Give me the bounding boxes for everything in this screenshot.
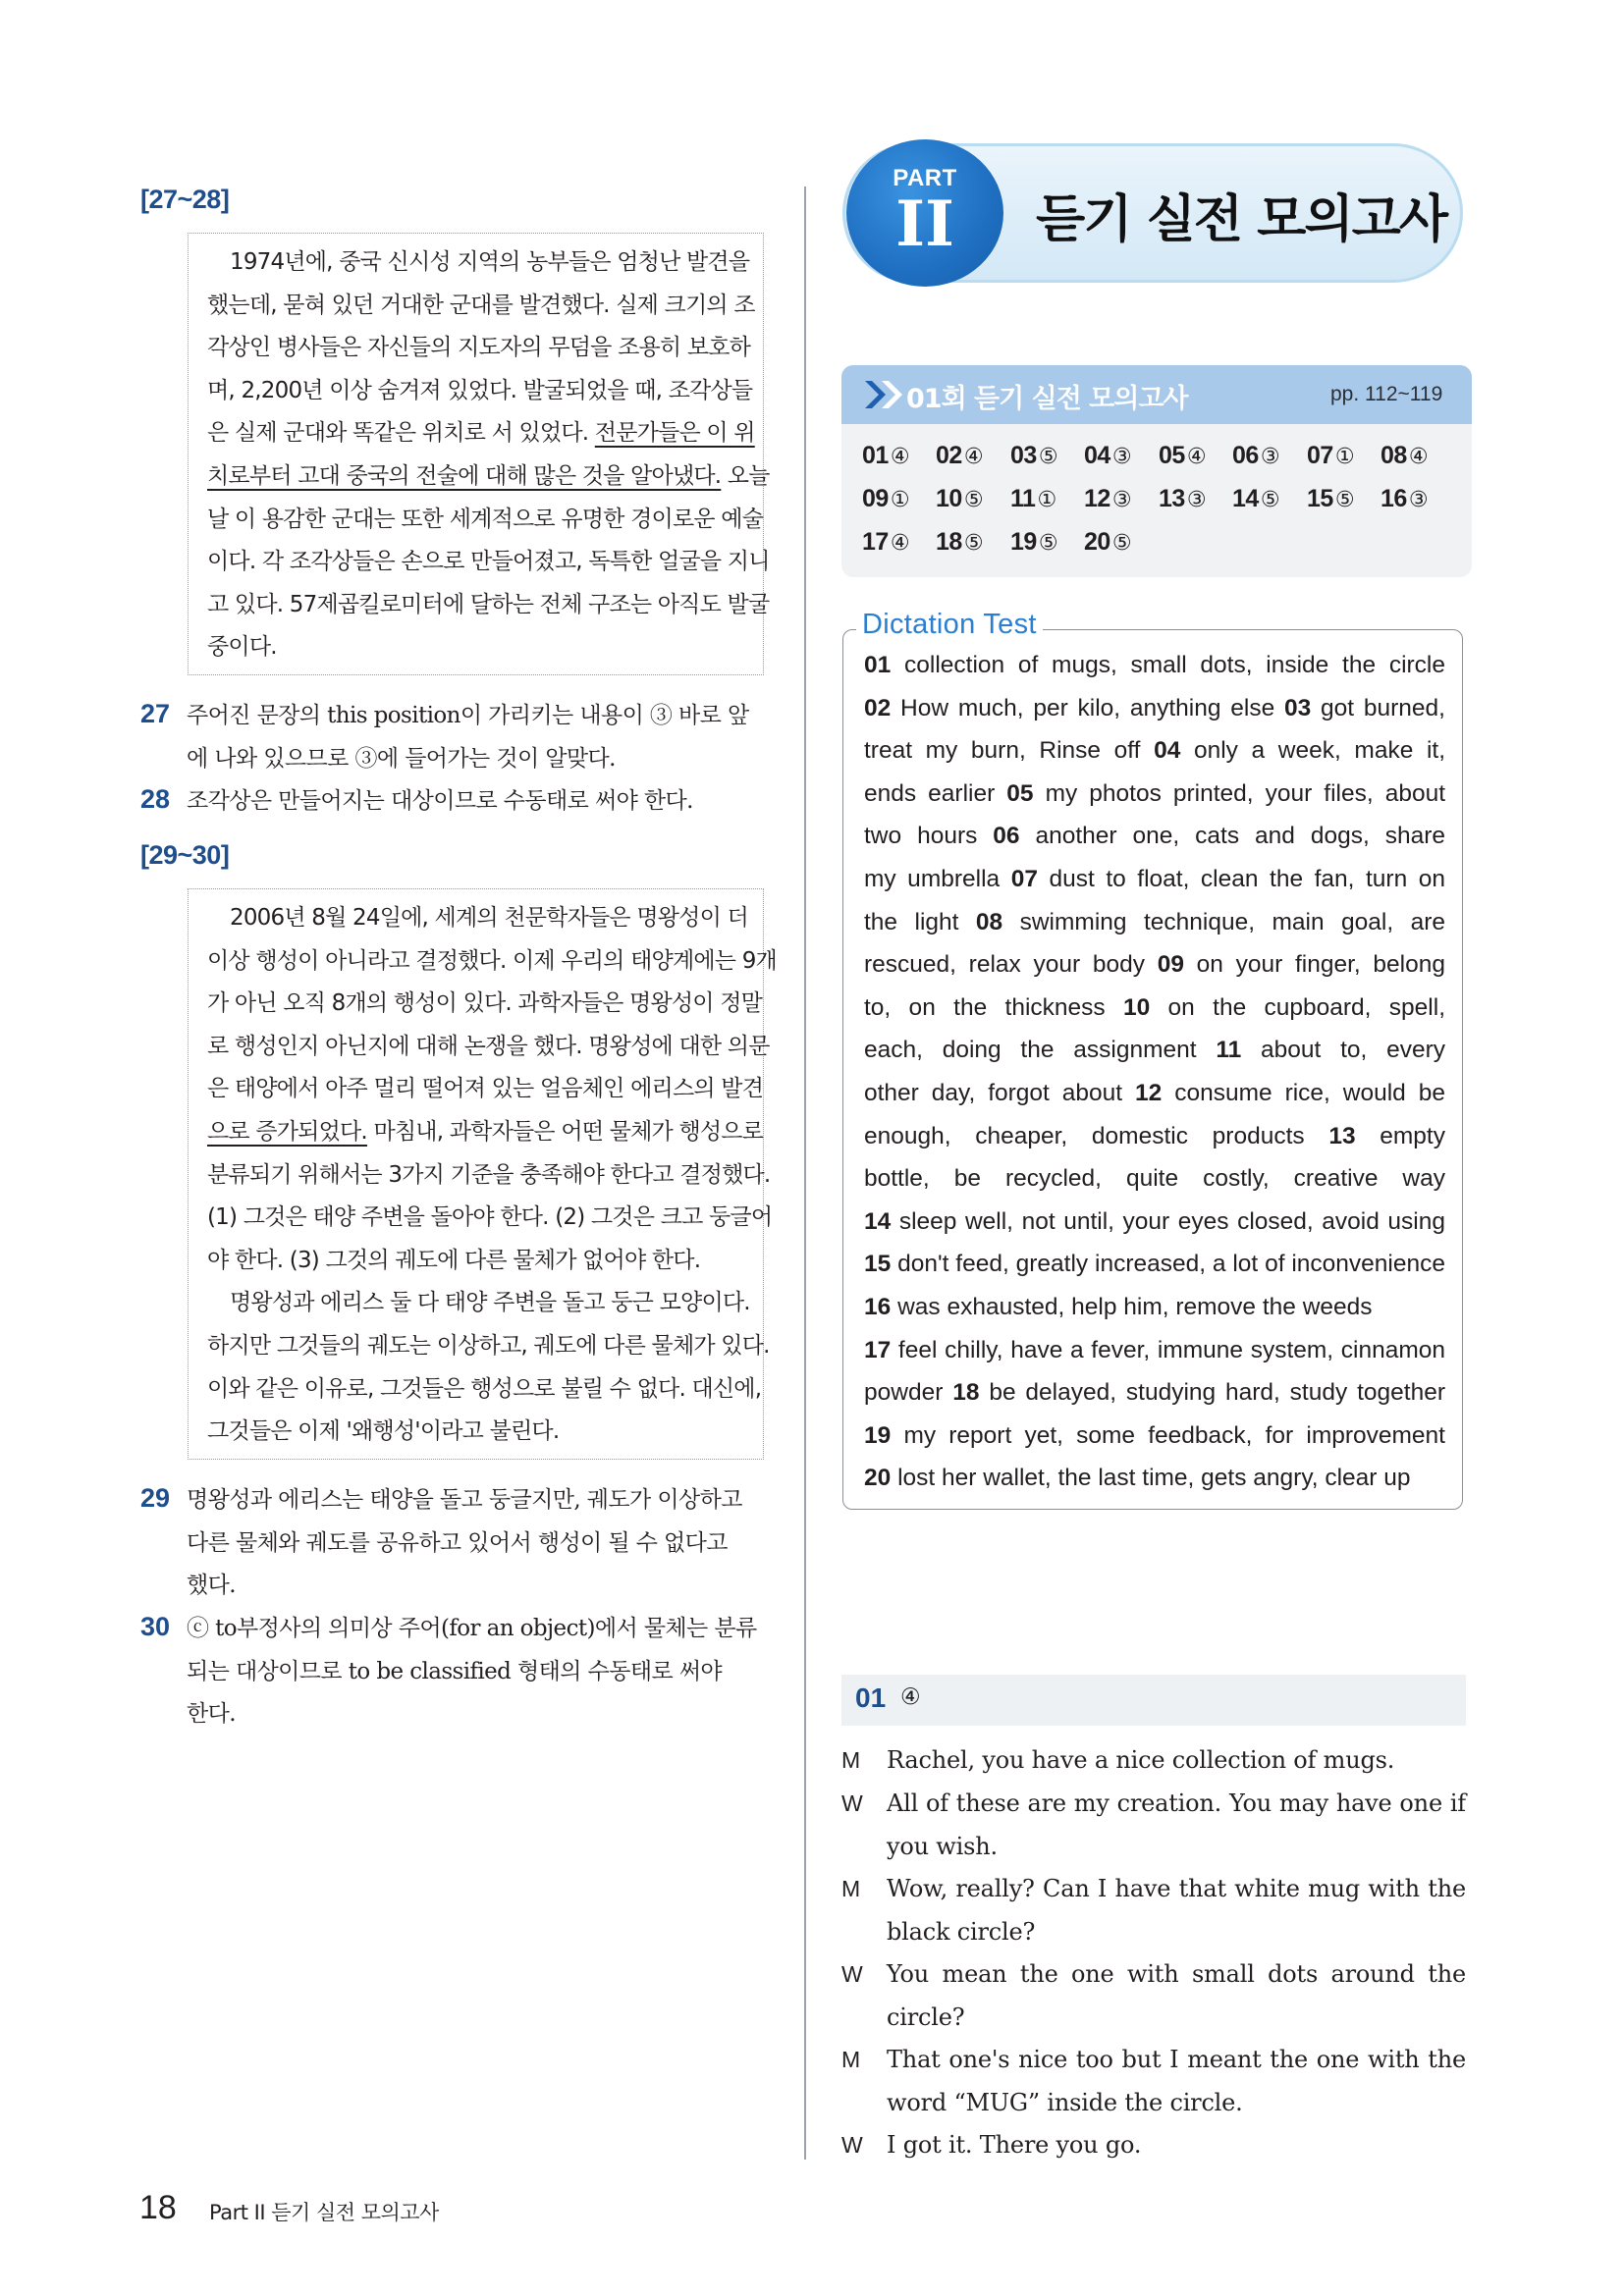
answer-number: 20 bbox=[1084, 528, 1110, 556]
answer-choice: ④ bbox=[890, 531, 910, 556]
passage-line bbox=[207, 412, 755, 455]
underlined-text: 으로 증가되었다. bbox=[207, 1118, 367, 1145]
dictation-line bbox=[864, 1157, 1445, 1201]
dictation-line bbox=[864, 943, 1445, 987]
answer-number: 12 bbox=[1084, 485, 1110, 512]
answer-choice: ⑤ bbox=[1038, 531, 1058, 556]
passage-text: 중이다. bbox=[207, 634, 277, 661]
answer-item bbox=[1084, 442, 1131, 470]
passage-line bbox=[207, 541, 770, 584]
explanation-line: 에 나와 있으므로 ③에 들어가는 것이 알맞다. bbox=[187, 745, 616, 772]
dictation-number: 08 bbox=[975, 908, 1003, 935]
speaker-label: M bbox=[841, 1876, 861, 1901]
answer-number: 16 bbox=[1380, 485, 1407, 512]
passage-line bbox=[207, 1411, 745, 1454]
dictation-line bbox=[864, 987, 1445, 1030]
dictation-number: 14 bbox=[864, 1207, 892, 1235]
page-number: 18 bbox=[139, 2189, 177, 2226]
answer-number: 14 bbox=[1232, 485, 1259, 512]
dictation-label: Dictation Test bbox=[856, 609, 1043, 641]
passage-text: 은 실제 군대와 똑같은 위치로 서 있었다. bbox=[207, 420, 595, 447]
passage-text: (1) 그것은 태양 주변을 돌아야 한다. (2) 그것은 크고 둥글어 bbox=[207, 1204, 773, 1231]
answer-item bbox=[1084, 528, 1131, 557]
answer-choice: ④ bbox=[890, 445, 910, 469]
dictation-line bbox=[864, 687, 1445, 730]
answer-number: 01 bbox=[862, 442, 889, 469]
dictation-number: 04 bbox=[1154, 737, 1181, 765]
dictation-number: 03 bbox=[1284, 694, 1312, 721]
question-number-28: 28 bbox=[140, 784, 171, 814]
dictation-line bbox=[864, 1457, 1445, 1500]
dictation-words: rescued, relax your body bbox=[864, 951, 1158, 979]
dictation-number: 19 bbox=[864, 1421, 892, 1449]
explanation-line: 조각상은 만들어지는 대상이므로 수동태로 써야 한다. bbox=[187, 788, 693, 814]
passage-text: 며, 2,200년 이상 숨겨져 있었다. 발굴되었을 때, 조각상들 bbox=[207, 377, 753, 403]
passage-line bbox=[207, 940, 777, 984]
passage-text: 분류되기 위해서는 3가지 기준을 충족해야 한다고 결정했다. bbox=[207, 1161, 771, 1188]
answer-number: 07 bbox=[1307, 442, 1333, 469]
passage-text: 2006년 8월 24일에, 세계의 천문학자들은 명왕성이 더 bbox=[230, 905, 748, 931]
answer-number: 04 bbox=[1084, 442, 1110, 469]
answer-number: 17 bbox=[862, 528, 889, 556]
passage-line bbox=[207, 1325, 770, 1368]
dictation-number: 02 bbox=[864, 694, 892, 721]
section-label-29-30: [29~30] bbox=[140, 840, 230, 870]
question-number-27: 27 bbox=[140, 699, 171, 728]
dictation-words: ends earlier bbox=[864, 779, 1007, 807]
answer-item bbox=[1159, 485, 1206, 513]
answer-item bbox=[1380, 485, 1428, 513]
dictation-line bbox=[864, 1072, 1445, 1115]
passage-line bbox=[207, 241, 750, 285]
answer-key-title: 01회 듣기 실전 모의고사 bbox=[906, 384, 1188, 414]
dictation-words: my report yet, some feedback, for improvement bbox=[891, 1421, 1445, 1449]
passage-text: 1974년에, 중국 신시성 지역의 농부들은 엄청난 발견을 bbox=[230, 249, 750, 275]
passage-line bbox=[207, 1197, 773, 1240]
answer-number: 13 bbox=[1159, 485, 1185, 512]
dictation-number: 12 bbox=[1135, 1079, 1163, 1106]
answer-choice: ③ bbox=[1186, 488, 1207, 512]
passage-text: 이상 행성이 아니라고 결정했다. 이제 우리의 태양계에는 9개 bbox=[207, 947, 777, 974]
column-divider bbox=[804, 187, 806, 2160]
dictation-words: sleep well, not until, your eyes closed, avoid using bbox=[891, 1207, 1445, 1235]
passage-line bbox=[207, 499, 764, 542]
dialogue-line: Rachel, you have a nice collection of mugs. bbox=[887, 1746, 1395, 1774]
answer-number: 03 bbox=[1010, 442, 1037, 469]
passage-line bbox=[207, 897, 748, 940]
dictation-line bbox=[864, 644, 1445, 687]
dictation-words: other day, forgot about bbox=[864, 1079, 1136, 1106]
dialogue-line: That one's nice too but I meant the one with the word “MUG” inside the circle. bbox=[887, 2046, 1466, 2116]
explanation-line: ⓒ to부정사의 의미상 주어(for an object)에서 물체는 분류 bbox=[187, 1616, 757, 1641]
answer-choice: ① bbox=[1037, 488, 1056, 512]
double-chevron-icon bbox=[862, 377, 905, 412]
passage-line bbox=[207, 1282, 750, 1325]
dictation-number: 11 bbox=[1216, 1037, 1242, 1064]
dictation-line bbox=[864, 1371, 1445, 1415]
dictation-line bbox=[864, 901, 1445, 944]
passage-text: 로 행성인지 아닌지에 대해 논쟁을 했다. 명왕성에 대한 의문 bbox=[207, 1033, 770, 1059]
underlined-text: 치로부터 고대 중국의 전술에 대해 많은 것을 알아냈다. bbox=[207, 462, 722, 489]
dialogue-line: Wow, really? Can I have that white mug with the black circle? bbox=[887, 1875, 1466, 1946]
dictation-words: was exhausted, help him, remove the weeds bbox=[891, 1293, 1373, 1320]
explanation-line: 한다. bbox=[187, 1701, 236, 1728]
passage-line bbox=[207, 584, 770, 627]
explanation-line: 했다. bbox=[187, 1573, 236, 1599]
dictation-words: my photos printed, your files, about bbox=[1033, 779, 1446, 807]
dictation-number: 06 bbox=[993, 823, 1020, 850]
answer-choice: ⑤ bbox=[1334, 488, 1355, 512]
passage-line bbox=[207, 370, 753, 413]
dictation-line bbox=[864, 1029, 1445, 1072]
answer-item bbox=[936, 485, 983, 513]
dictation-words: How much, per kilo, anything else bbox=[891, 694, 1285, 721]
dictation-line bbox=[864, 1201, 1445, 1244]
dictation-words: don't feed, greatly increased, a lot of inconvenience bbox=[891, 1251, 1445, 1278]
answer-choice: ④ bbox=[1408, 445, 1429, 469]
passage-27-28 bbox=[207, 241, 770, 669]
explanation-27 bbox=[187, 695, 766, 780]
dictation-line bbox=[864, 729, 1445, 773]
dictation-words: the light bbox=[864, 908, 976, 935]
dictation-line bbox=[864, 773, 1445, 816]
answer-choice: ⑤ bbox=[1111, 531, 1132, 556]
speaker-label: W bbox=[841, 1790, 863, 1816]
passage-text: 야 한다. (3) 그것의 궤도에 다른 물체가 없어야 한다. bbox=[207, 1247, 701, 1273]
passage-line bbox=[207, 1154, 771, 1198]
dictation-line bbox=[864, 858, 1445, 901]
answer-choice: ③ bbox=[1111, 488, 1132, 512]
passage-line bbox=[207, 983, 763, 1026]
dictation-words: treat my burn, Rinse off bbox=[864, 737, 1155, 765]
passage-line bbox=[207, 1026, 770, 1069]
dictation-words: each, doing the assignment bbox=[864, 1037, 1217, 1064]
script-answer: ④ bbox=[900, 1684, 921, 1710]
dictation-words: feel chilly, have a fever, immune system, cinnamon bbox=[891, 1336, 1445, 1363]
dictation-words: on your finger, belong bbox=[1183, 951, 1445, 979]
answer-item bbox=[1307, 485, 1354, 513]
answer-choice: ⑤ bbox=[963, 531, 984, 556]
passage-text: 오늘 bbox=[721, 462, 770, 489]
dictation-number: 16 bbox=[864, 1293, 892, 1320]
answer-number: 05 bbox=[1159, 442, 1185, 469]
dictation-line bbox=[864, 1115, 1445, 1158]
passage-text: 마침내, 과학자들은 어떤 물체가 행성으로 bbox=[366, 1118, 764, 1145]
dictation-words: on the cupboard, spell, bbox=[1150, 993, 1445, 1021]
passage-text: 했는데, 묻혀 있던 거대한 군대를 발견했다. 실제 크기의 조 bbox=[207, 292, 755, 318]
explanation-28 bbox=[187, 780, 766, 824]
script-number: 01 bbox=[855, 1682, 887, 1713]
speaker-label: W bbox=[841, 2132, 863, 2158]
dictation-words: only a week, make it, bbox=[1180, 737, 1445, 765]
passage-text: 이다. 각 조각상들은 손으로 만들어졌고, 독특한 얼굴을 지니 bbox=[207, 549, 770, 575]
answer-choice: ⑤ bbox=[1038, 445, 1058, 469]
dictation-number: 01 bbox=[864, 652, 892, 678]
dictation-line bbox=[864, 1286, 1445, 1329]
dictation-line bbox=[864, 1329, 1445, 1372]
speaker-label: M bbox=[841, 1747, 861, 1773]
answer-choice: ③ bbox=[1260, 445, 1280, 469]
part-word: PART bbox=[893, 165, 957, 191]
answer-item bbox=[1232, 485, 1279, 513]
question-number-30: 30 bbox=[140, 1612, 171, 1641]
passage-text: 은 태양에서 아주 멀리 떨어져 있는 얼음체인 에리스의 발견 bbox=[207, 1076, 764, 1102]
dictation-words: my umbrella bbox=[864, 865, 1011, 892]
passage-line bbox=[207, 1111, 764, 1154]
explanation-line: 다른 물체와 궤도를 공유하고 있어서 행성이 될 수 없다고 bbox=[187, 1529, 728, 1556]
answer-number: 10 bbox=[936, 485, 962, 512]
answer-item bbox=[1010, 528, 1057, 557]
answer-item bbox=[862, 528, 909, 557]
dictation-words: consume rice, would be bbox=[1162, 1079, 1445, 1106]
answer-choice: ① bbox=[1334, 445, 1355, 469]
dictation-words: to, on the thickness bbox=[864, 993, 1123, 1021]
answer-key-pages: pp. 112~119 bbox=[1330, 383, 1443, 405]
answer-item bbox=[1232, 442, 1279, 470]
dictation-words: collection of mugs, small dots, inside the circle bbox=[891, 652, 1445, 678]
passage-text: 각상인 병사들은 자신들의 지도자의 무덤을 조용히 보호하 bbox=[207, 335, 751, 361]
answer-item bbox=[1307, 442, 1354, 470]
answer-number: 18 bbox=[936, 528, 962, 556]
dictation-words: dust to float, clean the fan, turn on bbox=[1037, 865, 1446, 892]
script-header bbox=[841, 1675, 1466, 1726]
passage-text: 하지만 그것들의 궤도는 이상하고, 궤도에 다른 물체가 있다. bbox=[207, 1332, 770, 1359]
answer-item bbox=[1010, 485, 1056, 513]
passage-text: 그것들은 이제 '왜행성'이라고 불린다. bbox=[207, 1418, 560, 1445]
answer-number: 11 bbox=[1010, 485, 1036, 512]
passage-text: 이와 같은 이유로, 그것들은 행성으로 불릴 수 없다. 대신에, bbox=[207, 1375, 762, 1402]
answer-item bbox=[862, 485, 909, 513]
part-title: 듣기 실전 모의고사 bbox=[1036, 190, 1447, 249]
answer-number: 09 bbox=[862, 485, 889, 512]
dictation-words: about to, every bbox=[1241, 1037, 1445, 1064]
passage-line bbox=[207, 1068, 764, 1111]
answer-choice: ④ bbox=[1186, 445, 1207, 469]
section-label-27-28: [27~28] bbox=[140, 185, 230, 214]
answer-choice: ③ bbox=[1408, 488, 1429, 512]
passage-text: 명왕성과 에리스 둘 다 태양 주변을 돌고 둥근 모양이다. bbox=[230, 1290, 750, 1316]
dictation-words: two hours bbox=[864, 823, 994, 850]
passage-line bbox=[207, 1240, 745, 1283]
answer-number: 06 bbox=[1232, 442, 1259, 469]
passage-29-30 bbox=[207, 897, 777, 1454]
dictation-line bbox=[864, 815, 1445, 858]
answer-item bbox=[1159, 442, 1206, 470]
answer-choice: ④ bbox=[963, 445, 984, 469]
answer-choice: ⑤ bbox=[1260, 488, 1280, 512]
passage-line bbox=[207, 285, 755, 328]
answer-number: 19 bbox=[1010, 528, 1037, 556]
dictation-line bbox=[864, 1243, 1445, 1286]
passage-text: 가 아닌 오직 8개의 행성이 있다. 과학자들은 명왕성이 정말 bbox=[207, 990, 763, 1017]
answer-item bbox=[936, 442, 983, 470]
question-number-29: 29 bbox=[140, 1483, 171, 1513]
dictation-words: another one, cats and dogs, share bbox=[1019, 823, 1445, 850]
dictation-text bbox=[864, 644, 1445, 1500]
answer-item bbox=[936, 528, 983, 557]
dialogue-line: I got it. There you go. bbox=[887, 2131, 1142, 2159]
answer-choice: ③ bbox=[1111, 445, 1132, 469]
speaker-label: M bbox=[841, 2047, 861, 2072]
answer-item bbox=[1380, 442, 1428, 470]
explanation-30 bbox=[187, 1608, 766, 1736]
explanation-line: 명왕성과 에리스는 태양을 돌고 둥글지만, 궤도가 이상하고 bbox=[187, 1487, 742, 1513]
dialogue-line: You mean the one with small dots around the circle? bbox=[887, 1960, 1466, 2031]
dialogue-line: All of these are my creation. You may have one if you wish. bbox=[887, 1789, 1466, 1860]
passage-line bbox=[207, 327, 751, 370]
dictation-number: 05 bbox=[1006, 779, 1034, 807]
passage-text: 날 이 용감한 군대는 또한 세계적으로 유명한 경이로운 예술 bbox=[207, 506, 764, 532]
answer-choice: ⑤ bbox=[963, 488, 984, 512]
passage-line bbox=[207, 455, 770, 499]
answer-item bbox=[1084, 485, 1131, 513]
answer-item bbox=[862, 442, 909, 470]
dictation-number: 13 bbox=[1328, 1122, 1356, 1149]
passage-text: 고 있다. 57제곱킬로미터에 달하는 전체 구조는 아직도 발굴 bbox=[207, 591, 770, 617]
answer-item bbox=[1010, 442, 1057, 470]
dictation-words: got burned, bbox=[1311, 694, 1445, 721]
passage-line bbox=[207, 1368, 762, 1412]
explanation-line: 주어진 문장의 this position이 가리키는 내용이 ③ 바로 앞 bbox=[187, 703, 749, 728]
underlined-text: 전문가들은 이 위 bbox=[594, 420, 755, 447]
dictation-words: lost her wallet, the last time, gets angry, clear up bbox=[891, 1465, 1411, 1492]
dictation-number: 15 bbox=[864, 1251, 892, 1278]
dictation-words: enough, cheaper, domestic products bbox=[864, 1122, 1329, 1149]
speaker-label: W bbox=[841, 1961, 863, 1987]
passage-line bbox=[207, 626, 745, 669]
dictation-line bbox=[864, 1415, 1445, 1458]
explanation-29 bbox=[187, 1479, 766, 1608]
dictation-words: swimming technique, main goal, are bbox=[1002, 908, 1445, 935]
explanation-line: 되는 대상이므로 to be classified 형태의 수동태로 써야 bbox=[187, 1658, 723, 1684]
answer-choice: ① bbox=[890, 488, 910, 512]
answer-number: 02 bbox=[936, 442, 962, 469]
answer-number: 08 bbox=[1380, 442, 1407, 469]
footer-text: Part II 듣기 실전 모의고사 bbox=[209, 2201, 439, 2224]
dictation-words: powder bbox=[864, 1379, 953, 1407]
dictation-number: 20 bbox=[864, 1465, 892, 1492]
dictation-words: empty bbox=[1355, 1122, 1445, 1149]
dictation-number: 17 bbox=[864, 1336, 892, 1363]
dictation-number: 09 bbox=[1157, 951, 1184, 979]
dictation-number: 07 bbox=[1010, 865, 1038, 892]
dictation-number: 10 bbox=[1122, 993, 1151, 1021]
dictation-words: bottle, be recycled, quite costly, creative way bbox=[864, 1165, 1445, 1193]
dictation-number: 18 bbox=[952, 1379, 980, 1407]
answer-number: 15 bbox=[1307, 485, 1333, 512]
dictation-words: be delayed, studying hard, study together bbox=[979, 1379, 1445, 1407]
part-numeral: II bbox=[895, 187, 954, 261]
